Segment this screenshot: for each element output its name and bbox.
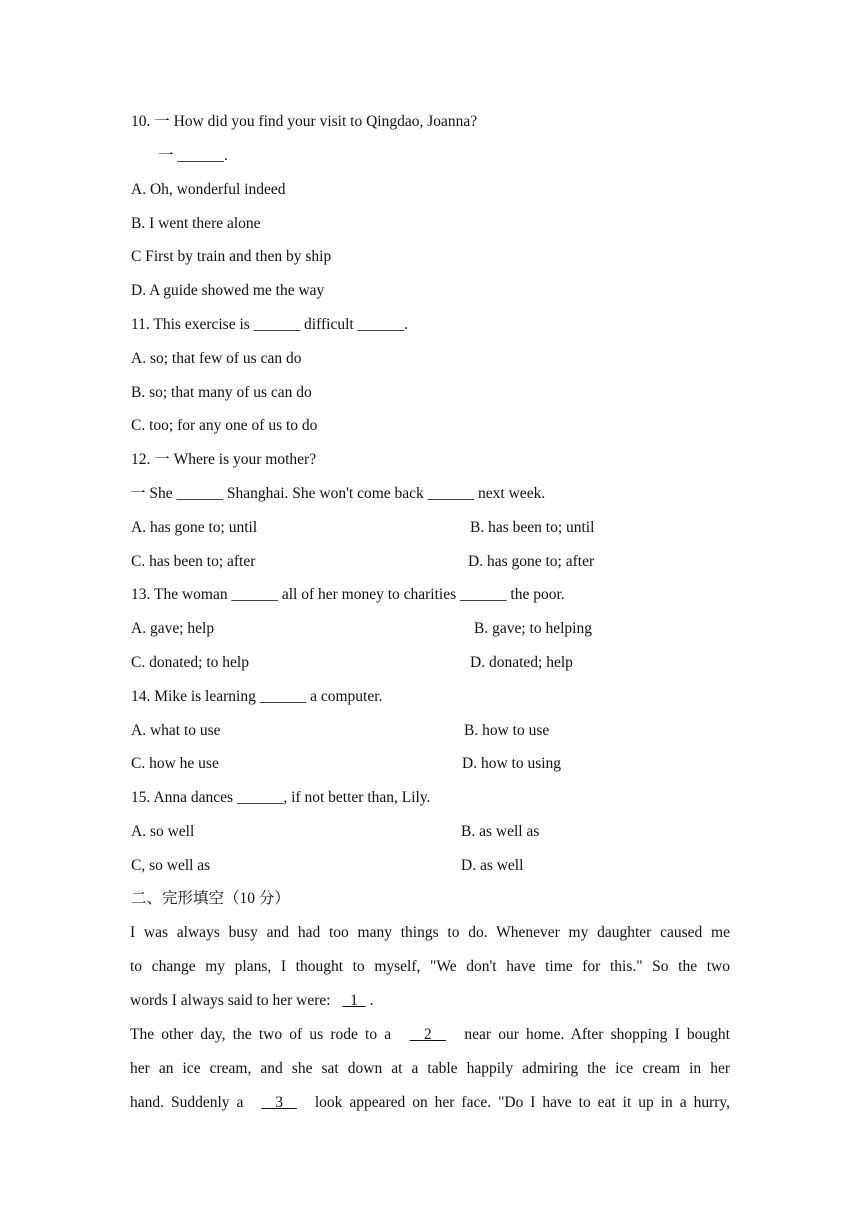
q12-option-d: D. has gone to; after	[468, 553, 595, 570]
q12-option-b: B. has been to; until	[470, 519, 595, 536]
section-heading: 二、完形填空（10 分）	[131, 890, 290, 907]
q11-option-a: A. so; that few of us can do	[131, 350, 302, 367]
q14-option-b: B. how to use	[464, 722, 550, 739]
cloze-blank-1	[338, 992, 369, 1009]
paragraph-line	[130, 1018, 730, 1052]
q15-option-b: B. as well as	[461, 823, 540, 840]
blank-number: 2	[423, 1026, 432, 1043]
paragraph-text: The other day, the two of us rode to a	[130, 1026, 392, 1043]
q13-option-a: A. gave; help	[131, 620, 215, 637]
q12-reply: 一 She ______ Shanghai. She won't come back ______ next week.	[130, 485, 546, 502]
q14-stem: 14. Mike is learning ______ a computer.	[131, 688, 383, 705]
paragraph-line: her an ice cream, and she sat down at a table happily admiring the ice cream in her	[130, 1059, 730, 1077]
cloze-blank-3	[257, 1094, 301, 1111]
q11-stem: 11. This exercise is ______ difficult ______.	[131, 316, 408, 333]
q14-option-a: A. what to use	[131, 722, 221, 739]
paragraph-line	[130, 1086, 730, 1120]
cloze-blank-2	[406, 1026, 450, 1043]
q13-option-b: B. gave; to helping	[474, 620, 592, 637]
q14-option-d: D. how to using	[462, 755, 562, 772]
q11-option-b: B. so; that many of us can do	[131, 384, 312, 401]
q13-option-c: C. donated; to help	[131, 654, 249, 671]
q10-reply: 一 ______.	[158, 147, 228, 164]
q15-stem: 15. Anna dances ______, if not better than, Lily.	[131, 789, 431, 806]
q10-option-a: A. Oh, wonderful indeed	[131, 181, 286, 198]
blank-number: 3	[275, 1093, 283, 1111]
paragraph-text: .	[369, 991, 374, 1009]
q15-option-a: A. so well	[131, 823, 195, 840]
paragraph-text: words I always said to her were:	[130, 991, 331, 1009]
q10-stem: 10. 一 How did you find your visit to Qingdao, Joanna?	[131, 113, 478, 130]
q15-option-d: D. as well	[461, 857, 524, 874]
q12-option-c: C. has been to; after	[131, 553, 256, 570]
paragraph-text: near our home. After shopping I bought	[464, 1026, 730, 1043]
q13-stem: 13. The woman ______ all of her money to charities ______ the poor.	[131, 586, 565, 603]
q12-option-a: A. has gone to; until	[131, 519, 258, 536]
q10-option-b: B. I went there alone	[131, 215, 261, 232]
q10-option-c: C First by train and then by ship	[131, 248, 332, 265]
q15-option-c: C, so well as	[131, 857, 211, 874]
paragraph-line	[130, 984, 730, 1018]
paragraph-line: to change my plans, I thought to myself, "We don't have time for this." So the two	[130, 957, 730, 975]
cloze-paragraph-1	[130, 916, 730, 1017]
q12-stem: 12. 一 Where is your mother?	[131, 451, 317, 468]
paragraph-line: I was always busy and had too many things to do. Whenever my daughter caused me	[130, 924, 730, 941]
blank-number: 1	[350, 991, 358, 1009]
q10-option-d: D. A guide showed me the way	[131, 282, 325, 299]
q14-option-c: C. how he use	[131, 755, 219, 772]
q13-option-d: D. donated; help	[470, 654, 573, 671]
q11-option-c: C. too; for any one of us to do	[131, 417, 318, 434]
cloze-paragraph-2	[130, 1018, 730, 1119]
paragraph-text: look appeared on her face. "Do I have to eat it up in a hurry,	[314, 1093, 731, 1111]
paragraph-text: hand. Suddenly a	[130, 1093, 244, 1111]
